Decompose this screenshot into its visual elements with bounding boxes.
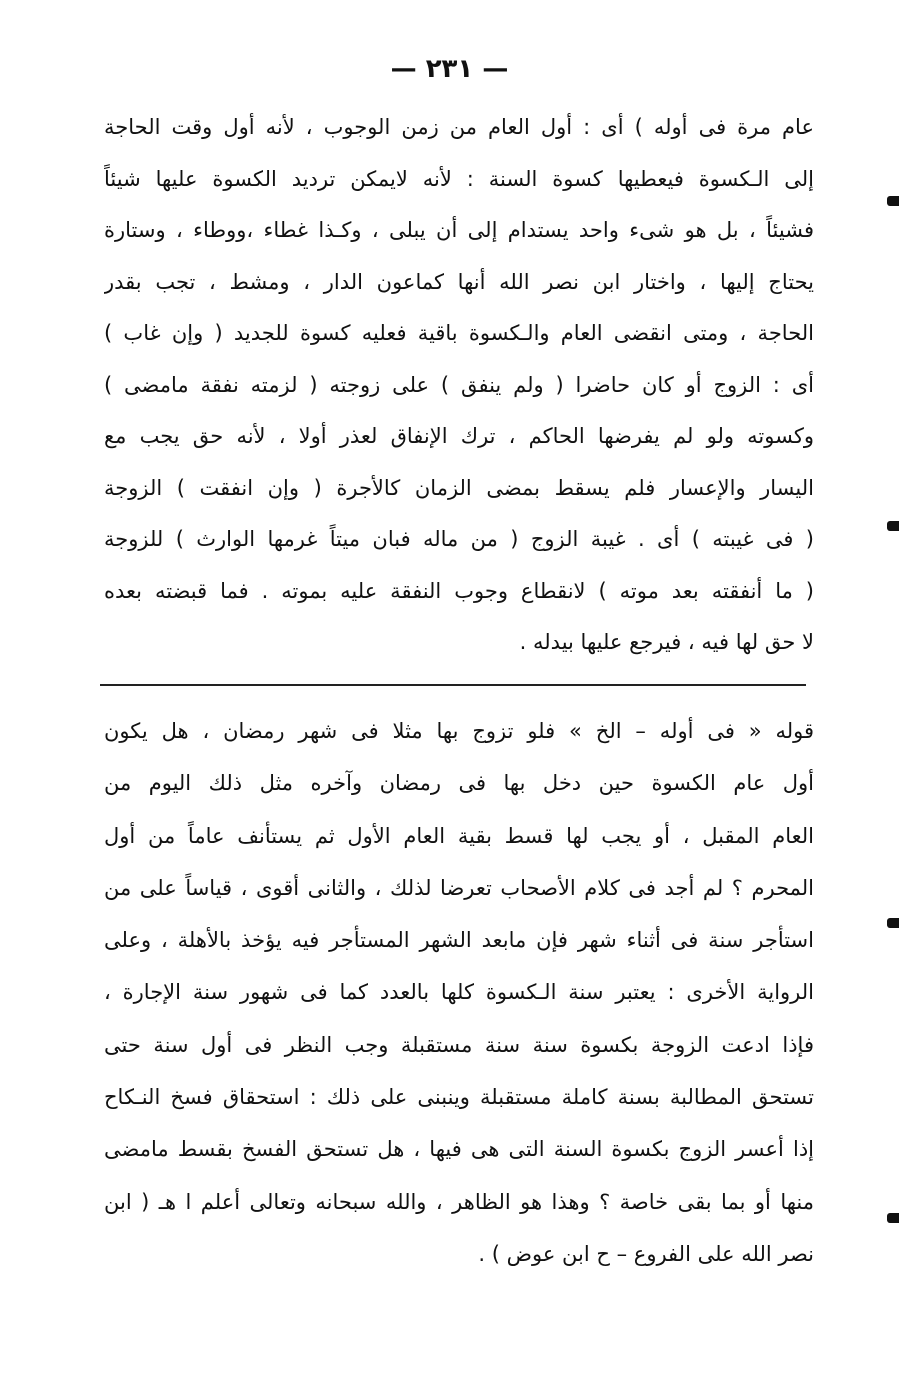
edge-registration-mark [887, 196, 899, 206]
text-line: الحاجة ، ومتى انقضى العام والـكسوة باقية فعليه كسوة للجديد ( وإن غاب ) [104, 321, 814, 345]
footnote-line: الرواية الأخرى : يعتبر سنة الـكسوة كلها بالعدد كما فى شهور سنة الإجارة ، [104, 980, 814, 1005]
page-number: — ٢٣١ — [390, 54, 509, 84]
main-text [104, 102, 814, 669]
edge-registration-mark [887, 918, 899, 928]
text-line: إلى الـكسوة فيعطيها كسوة السنة : لأنه لايمكن ترديد الكسوة عليها شيئاً [104, 166, 814, 191]
text-line: فشيئاً ، بل هو شىء واحد يستدام إلى أن يبلى ، وكـذا غطاء ،ووطاء ، وستارة [104, 218, 814, 242]
footnote-line: قوله « فى أوله – الخ » فلو تزوج بها مثلا فى شهر رمضان ، هل يكون [104, 719, 814, 743]
footnote-divider [100, 684, 806, 686]
footnote-line: استأجر سنة فى أثناء شهر فإن مابعد الشهر المستأجر فيه يؤخذ بالأهلة ، وعلى [104, 928, 814, 953]
footnote-line: العام المقبل ، أو يجب لها قسط بقية العام الأول ثم يستأنف عاماً من أول [104, 823, 814, 848]
footnote-line: تستحق المطالبة بسنة كاملة مستقبلة وينبنى على ذلك : استحقاق فسخ النـكاح [104, 1085, 814, 1110]
edge-registration-mark [887, 1213, 899, 1223]
text-line: اليسار والإعسار فلم يسقط بمضى الزمان كالأجرة ( وإن انفقت ) الزوجة [104, 475, 814, 500]
edge-registration-mark [887, 521, 899, 531]
text-line: وكسوته ولو لم يفرضها الحاكم ، ترك الإنفاق لعذر أولا ، لأنه حق يجب مع [104, 424, 814, 448]
text-line: ( ما أنفقته بعد موته ) لانقطاع وجوب النفقة عليه بموته . فما قبضته بعده [104, 578, 814, 603]
text-line: يحتاج إليها ، واختار ابن نصر الله أنها كماعون الدار ، ومشط ، تجب بقدر [104, 269, 814, 294]
footnote-line: إذا أعسر الزوج بكسوة السنة التى هى فيها ، هل تستحق الفسخ بقسط مامضى [104, 1137, 814, 1162]
footnote-text [104, 705, 814, 1280]
text-line: لا حق لها فيه ، فيرجع عليها بيدله . [519, 630, 814, 654]
footnote-line: نصر الله على الفروع – ح ابن عوض ) . [478, 1241, 814, 1266]
footnote-line: فإذا ادعت الزوجة بكسوة سنة سنة مستقبلة وجب النظر فى أول سنة حتى [104, 1032, 814, 1057]
text-line: ( فى غيبته ) أى . غيبة الزوج ( من ماله فبان ميتاً غرمها الوارث ) للزوجة [104, 527, 814, 551]
footnote-line: أول عام الكسوة حين دخل بها فى رمضان وآخره مثل ذلك اليوم من [104, 771, 814, 796]
text-line: عام مرة فى أوله ) أى : أول العام من زمن الوجوب ، لأنه أول وقت الحاجة [104, 115, 814, 139]
footnote-line: المحرم ؟ لم أجد فى كلام الأصحاب تعرضا لذلك ، والثانى أقوى ، قياساً على من [104, 875, 814, 900]
text-line: أى : الزوج أو كان حاضرا ( ولم ينفق ) على زوجته ( لزمته نفقة مامضى ) [104, 372, 814, 397]
footnote-line: منها أو بما بقى خاصة ؟ وهذا هو الظاهر ، والله سبحانه وتعالى أعلم ا هـ ( ابن [104, 1189, 814, 1214]
